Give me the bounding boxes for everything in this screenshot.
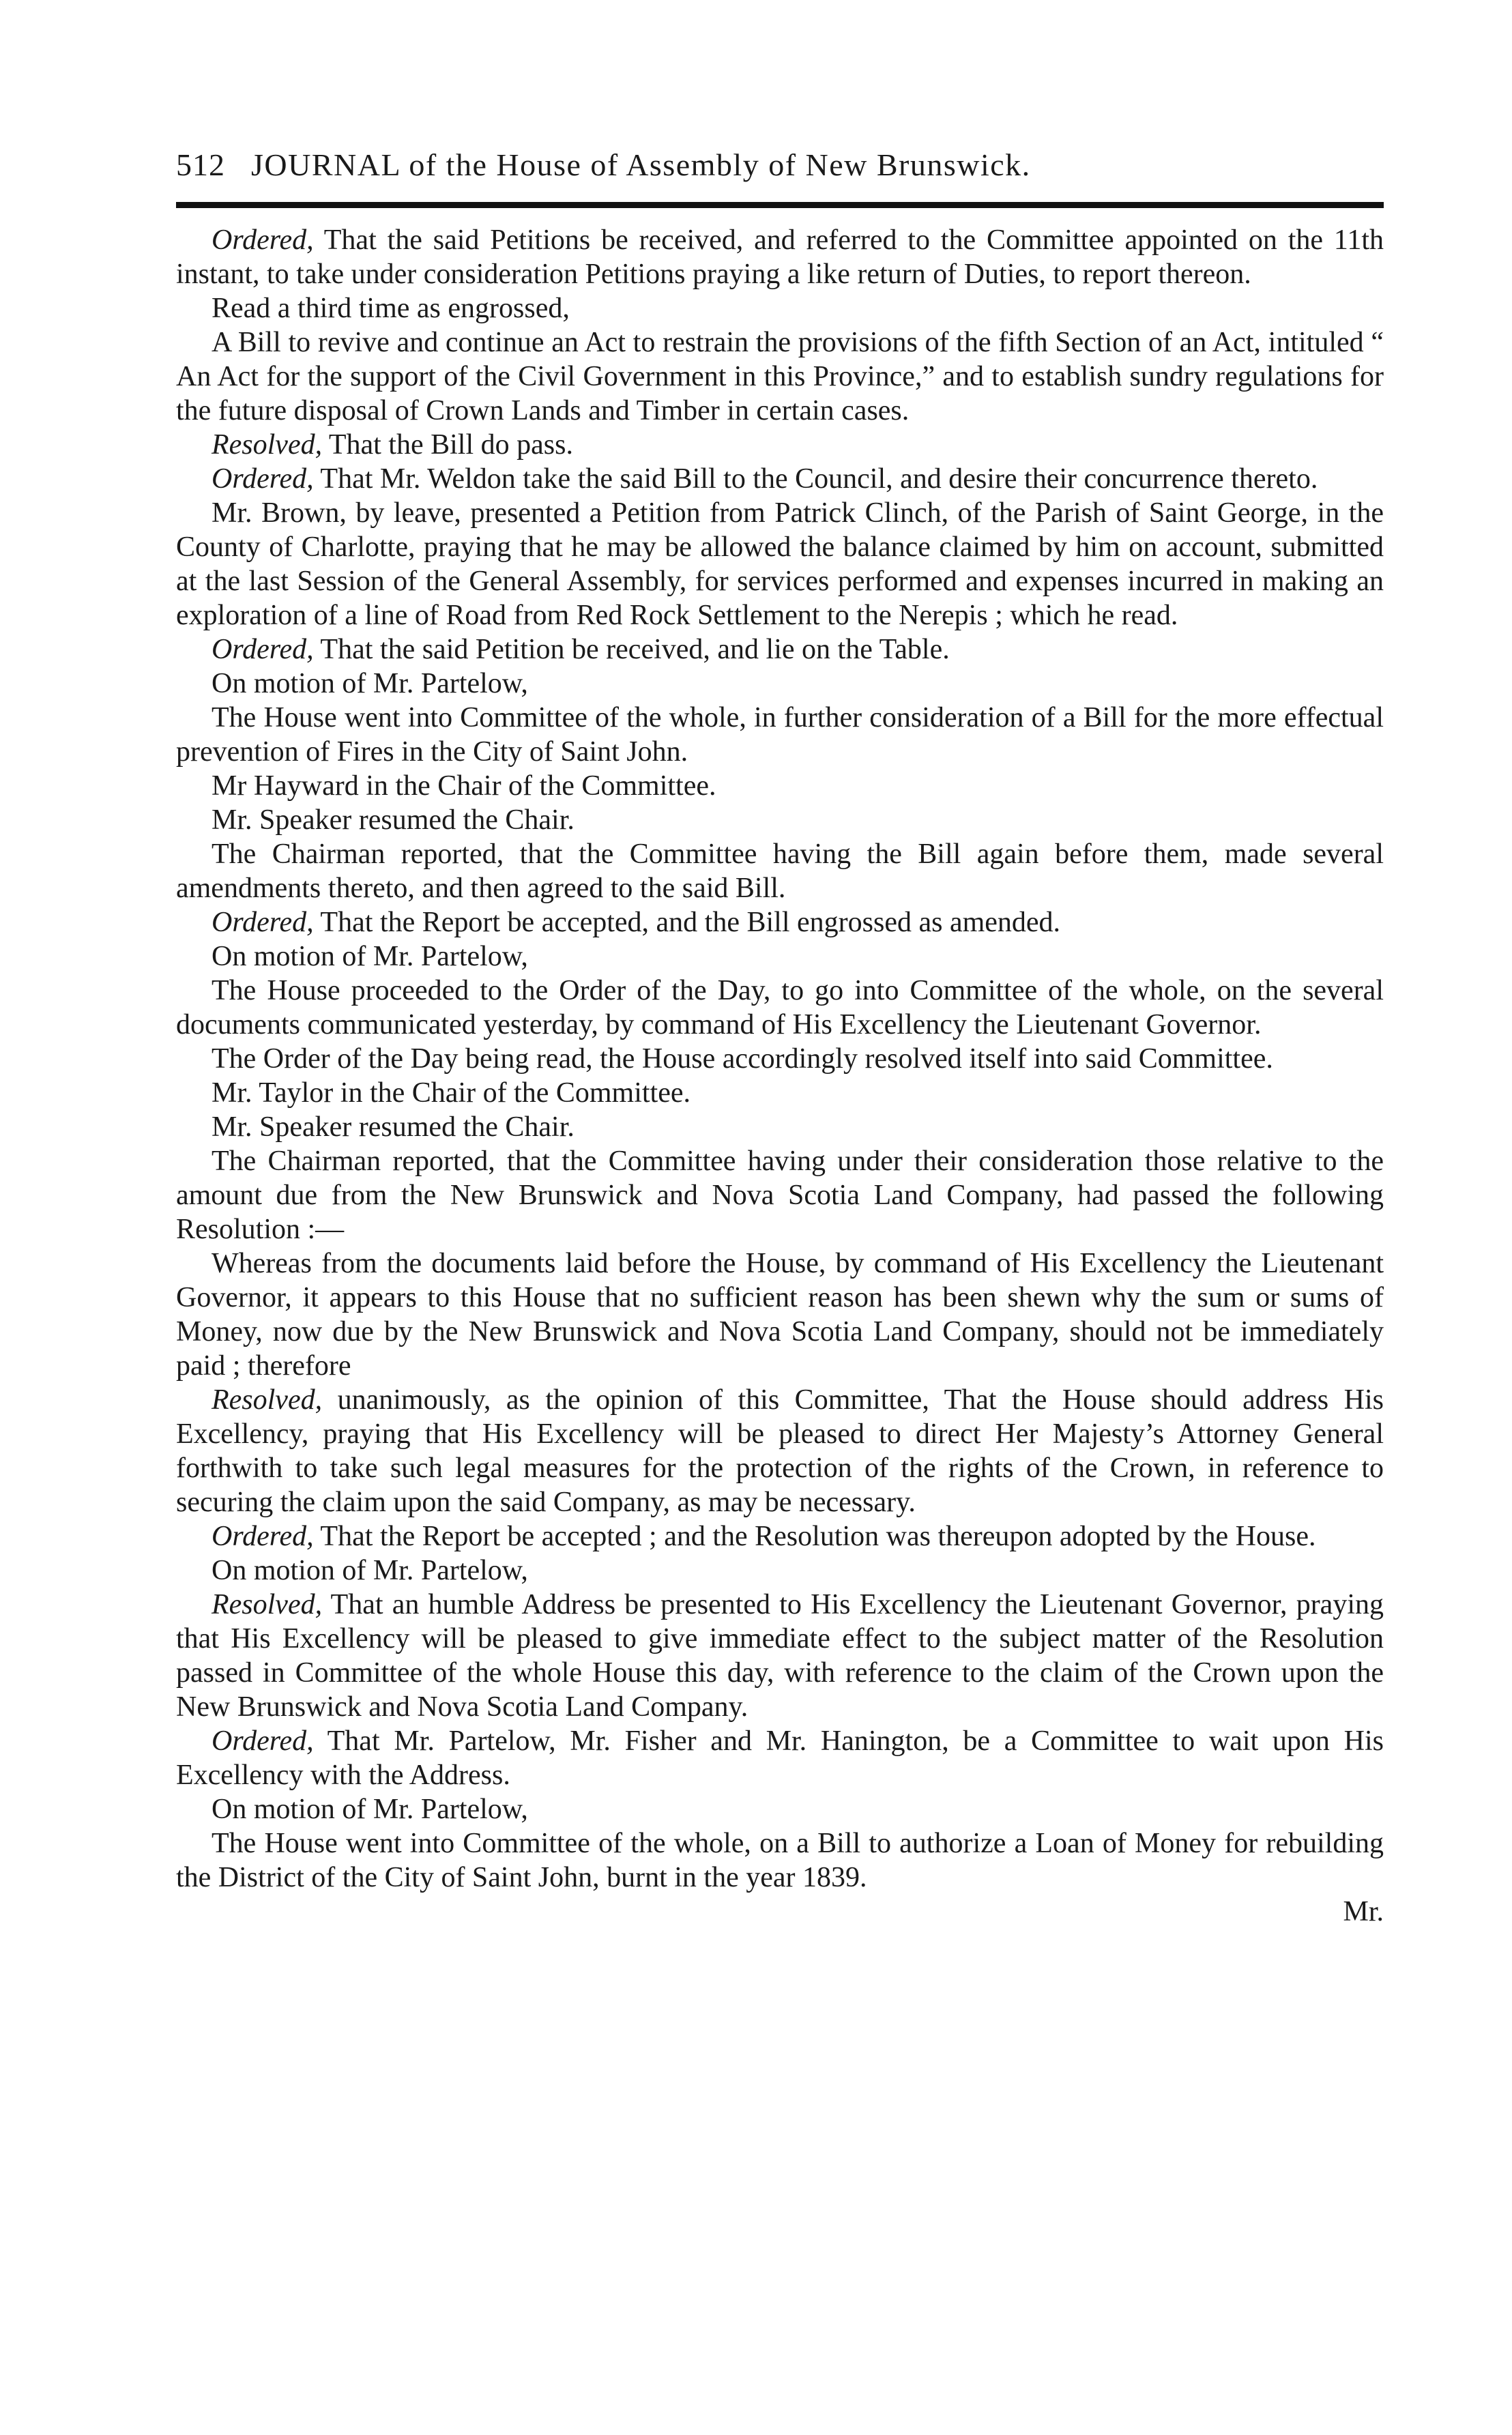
paragraph [176, 803, 1384, 837]
paragraph-text: The House proceeded to the Order of the Day, to go into Committee of the whole, on the several documents communicated yesterday, by command of His Excellency the Lieutenant Governor. [176, 975, 1384, 1040]
paragraph-lead: Resolved, [212, 1589, 323, 1620]
paragraph-text: unanimously, as the opinion of this Committee, That the House should address His Excellency, praying that His Excellency will be pleased to direct Her Majesty’s Attorney General forthwith to take such legal measures for the protection of the rights of the Crown, in reference to securing the claim upon the said Company, as may be necessary. [176, 1384, 1384, 1518]
paragraph-text: On motion of Mr. Partelow, [212, 1794, 528, 1825]
paragraph-text: That Mr. Partelow, Mr. Fisher and Mr. Hanington, be a Committee to wait upon His Excellency with the Address. [176, 1725, 1384, 1791]
paragraph-text: Whereas from the documents laid before the House, by command of His Excellency the Lieutenant Governor, it appears to this House that no sufficient reason has been shewn why the sum or sums of Money, now due by the New Brunswick and Nova Scotia Land Company, should not be immediately paid ; therefore [176, 1248, 1384, 1382]
paragraph-text: The House went into Committee of the whole, in further consideration of a Bill for the more effectual prevention of Fires in the City of Saint John. [176, 702, 1384, 768]
paragraph [176, 1110, 1384, 1144]
paragraph [176, 1144, 1384, 1246]
catchword: Mr. [1343, 1896, 1384, 1927]
paragraph [176, 223, 1384, 291]
paragraph-text: On motion of Mr. Partelow, [212, 1555, 528, 1586]
paragraph [176, 701, 1384, 769]
paragraph-text: Mr. Brown, by leave, presented a Petition from Patrick Clinch, of the Parish of Saint George, in the County of Charlotte, praying that he may be allowed the balance claimed by him on account, submitted at the last Session of the General Assembly, for services performed and expenses incurred in making an exploration of a line of Road from Red Rock Settlement to the Nerepis ; which he read. [176, 497, 1384, 631]
paragraph [176, 428, 1384, 462]
paragraph [176, 1383, 1384, 1519]
paragraph [176, 1042, 1384, 1076]
paragraph [176, 1554, 1384, 1588]
paragraph-lead: Ordered, [212, 1725, 314, 1757]
paragraph [176, 1588, 1384, 1724]
paragraph [176, 667, 1384, 701]
paragraph [176, 1246, 1384, 1383]
journal-page [176, 143, 1384, 2395]
paragraph-lead: Resolved, [212, 1384, 323, 1416]
paragraph [176, 974, 1384, 1042]
paragraph [176, 939, 1384, 974]
paragraph-text: The House went into Committee of the whole, on a Bill to authorize a Loan of Money for rebuilding the District of the City of Saint John, burnt in the year 1839. [176, 1828, 1384, 1893]
paragraph [176, 325, 1384, 428]
paragraph-text: That the said Petitions be received, and referred to the Committee appointed on the 11th instant, to take under consideration Petitions praying a like return of Duties, to report thereon. [176, 224, 1384, 290]
paragraph-text: The Order of the Day being read, the House accordingly resolved itself into said Committee. [212, 1043, 1273, 1075]
paragraph-text: Read a third time as engrossed, [212, 293, 570, 324]
paragraph-text: Mr. Speaker resumed the Chair. [212, 804, 575, 836]
paragraph [176, 291, 1384, 325]
journal-body [176, 223, 1384, 1929]
paragraph-text: A Bill to revive and continue an Act to restrain the provisions of the fifth Section of an Act, intituled “ An Act for the support of the Civil Government in this Province,” and to establish sundry regulations for the future disposal of Crown Lands and Timber in certain cases. [176, 327, 1384, 426]
paragraph [176, 462, 1384, 496]
paragraph-lead: Resolved, [212, 429, 323, 461]
paragraph [176, 905, 1384, 939]
paragraph-text: That an humble Address be presented to His Excellency the Lieutenant Governor, praying that His Excellency will be pleased to give immediate effect to the subject matter of the Resolution passed in Committee of the whole House this day, with reference to the claim of the Crown upon the New Brunswick and Nova Scotia Land Company. [176, 1589, 1384, 1723]
paragraph [176, 1792, 1384, 1826]
paragraph-lead: Ordered, [212, 907, 314, 938]
running-head: JOURNAL of the House of Assembly of New Brunswick. [251, 147, 1031, 182]
paragraph [176, 1519, 1384, 1554]
paragraph-text: On motion of Mr. Partelow, [212, 941, 528, 972]
page-header [176, 143, 1384, 187]
paragraph [176, 1076, 1384, 1110]
paragraph-text: That Mr. Weldon take the said Bill to the Council, and desire their concurrence thereto. [313, 463, 1318, 495]
paragraph [176, 632, 1384, 667]
paragraph-lead: Ordered, [212, 224, 314, 256]
paragraph-text: Mr. Taylor in the Chair of the Committee. [212, 1077, 691, 1109]
paragraph-text: That the Bill do pass. [322, 429, 573, 461]
paragraph-text: The Chairman reported, that the Committee having the Bill again before them, made several amendments thereto, and then agreed to the said Bill. [176, 839, 1384, 904]
paragraph [176, 496, 1384, 632]
paragraph-text: Mr Hayward in the Chair of the Committee. [212, 770, 716, 802]
header-rule [176, 202, 1384, 208]
paragraph-text: Mr. Speaker resumed the Chair. [212, 1111, 575, 1143]
page-number: 512 [176, 147, 225, 182]
paragraph-lead: Ordered, [212, 634, 314, 665]
paragraph-text: That the Report be accepted ; and the Resolution was thereupon adopted by the House. [313, 1521, 1316, 1552]
paragraph-lead: Ordered, [212, 463, 314, 495]
paragraph [176, 769, 1384, 803]
paragraph [176, 1826, 1384, 1895]
paragraph [176, 837, 1384, 905]
paragraph-text: On motion of Mr. Partelow, [212, 668, 528, 699]
paragraph-text: The Chairman reported, that the Committee having under their consideration those relative to the amount due from the New Brunswick and Nova Scotia Land Company, had passed the following Resolution :— [176, 1146, 1384, 1245]
paragraph-text: That the said Petition be received, and lie on the Table. [313, 634, 950, 665]
paragraph-text: That the Report be accepted, and the Bill engrossed as amended. [313, 907, 1061, 938]
paragraph-lead: Ordered, [212, 1521, 314, 1552]
paragraph [176, 1724, 1384, 1792]
